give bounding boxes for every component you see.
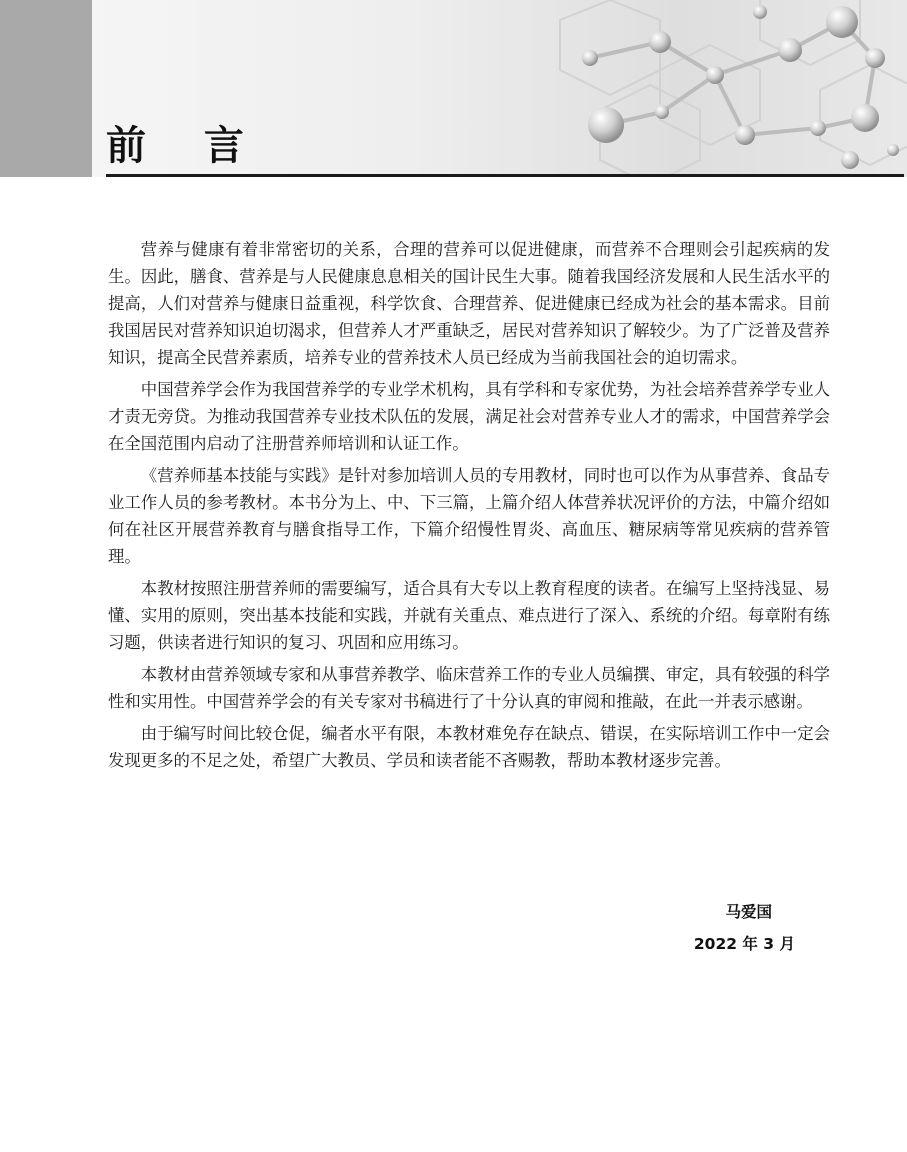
page-title: 前 言 bbox=[106, 123, 266, 169]
paragraph: 本教材按照注册营养师的需要编写，适合具有大专以上教育程度的读者。在编写上坚持浅显、易懂、实用的原则，突出基本技能和实践，并就有关重点、难点进行了深入、系统的介绍。每章附有练习题，供读者进行知识的复习、巩固和应用练习。 bbox=[108, 579, 830, 652]
paragraph: 由于编写时间比较仓促，编者水平有限，本教材难免存在缺点、错误，在实际培训工作中一定会发现更多的不足之处，希望广大教员、学员和读者能不吝赐教，帮助本教材逐步完善。 bbox=[108, 724, 830, 770]
paragraph: 营养与健康有着非常密切的关系，合理的营养可以促进健康，而营养不合理则会引起疾病的发生。因此，膳食、营养是与人民健康息息相关的国计民生大事。随着我国经济发展和人民生活水平的提高，人们对营养与健康日益重视，科学饮食、合理营养、促进健康已经成为社会的基本需求。目前我国居民对营养知识迫切渴求，但营养人才严重缺乏，居民对营养知识了解较少。为了广泛普及营养知识，提高全民营养素质，培养专业的营养技术人员已经成为当前我国社会的迫切需求。 bbox=[108, 240, 830, 367]
title-underline bbox=[106, 174, 904, 177]
paragraph: 《营养师基本技能与实践》是针对参加培训人员的专用教材，同时也可以作为从事营养、食品专业工作人员的参考教材。本书分为上、中、下三篇，上篇介绍人体营养状况评价的方法，中篇介绍如何在社区开展营养教育与膳食指导工作，下篇介绍慢性胃炎、高血压、糖尿病等常见疾病的营养管理。 bbox=[108, 466, 830, 566]
page-header-banner bbox=[0, 0, 907, 177]
author-name: 马爱国 bbox=[725, 903, 772, 921]
paragraph: 本教材由营养领域专家和从事营养教学、临床营养工作的专业人员编撰、审定，具有较强的科学性和实用性。中国营养学会的有关专家对书稿进行了十分认真的审阅和推敲，在此一并表示感谢。 bbox=[108, 665, 830, 711]
preface-body bbox=[108, 236, 830, 779]
signature-date: 2022 年 3 月 bbox=[693, 935, 795, 953]
paragraph: 中国营养学会作为我国营养学的专业学术机构，具有学科和专家优势，为社会培养营养学专业人才责无旁贷。为推动我国营养专业技术队伍的发展，满足社会对营养专业人才的需求，中国营养学会在全国范围内启动了注册营养师培训和认证工作。 bbox=[108, 380, 830, 453]
